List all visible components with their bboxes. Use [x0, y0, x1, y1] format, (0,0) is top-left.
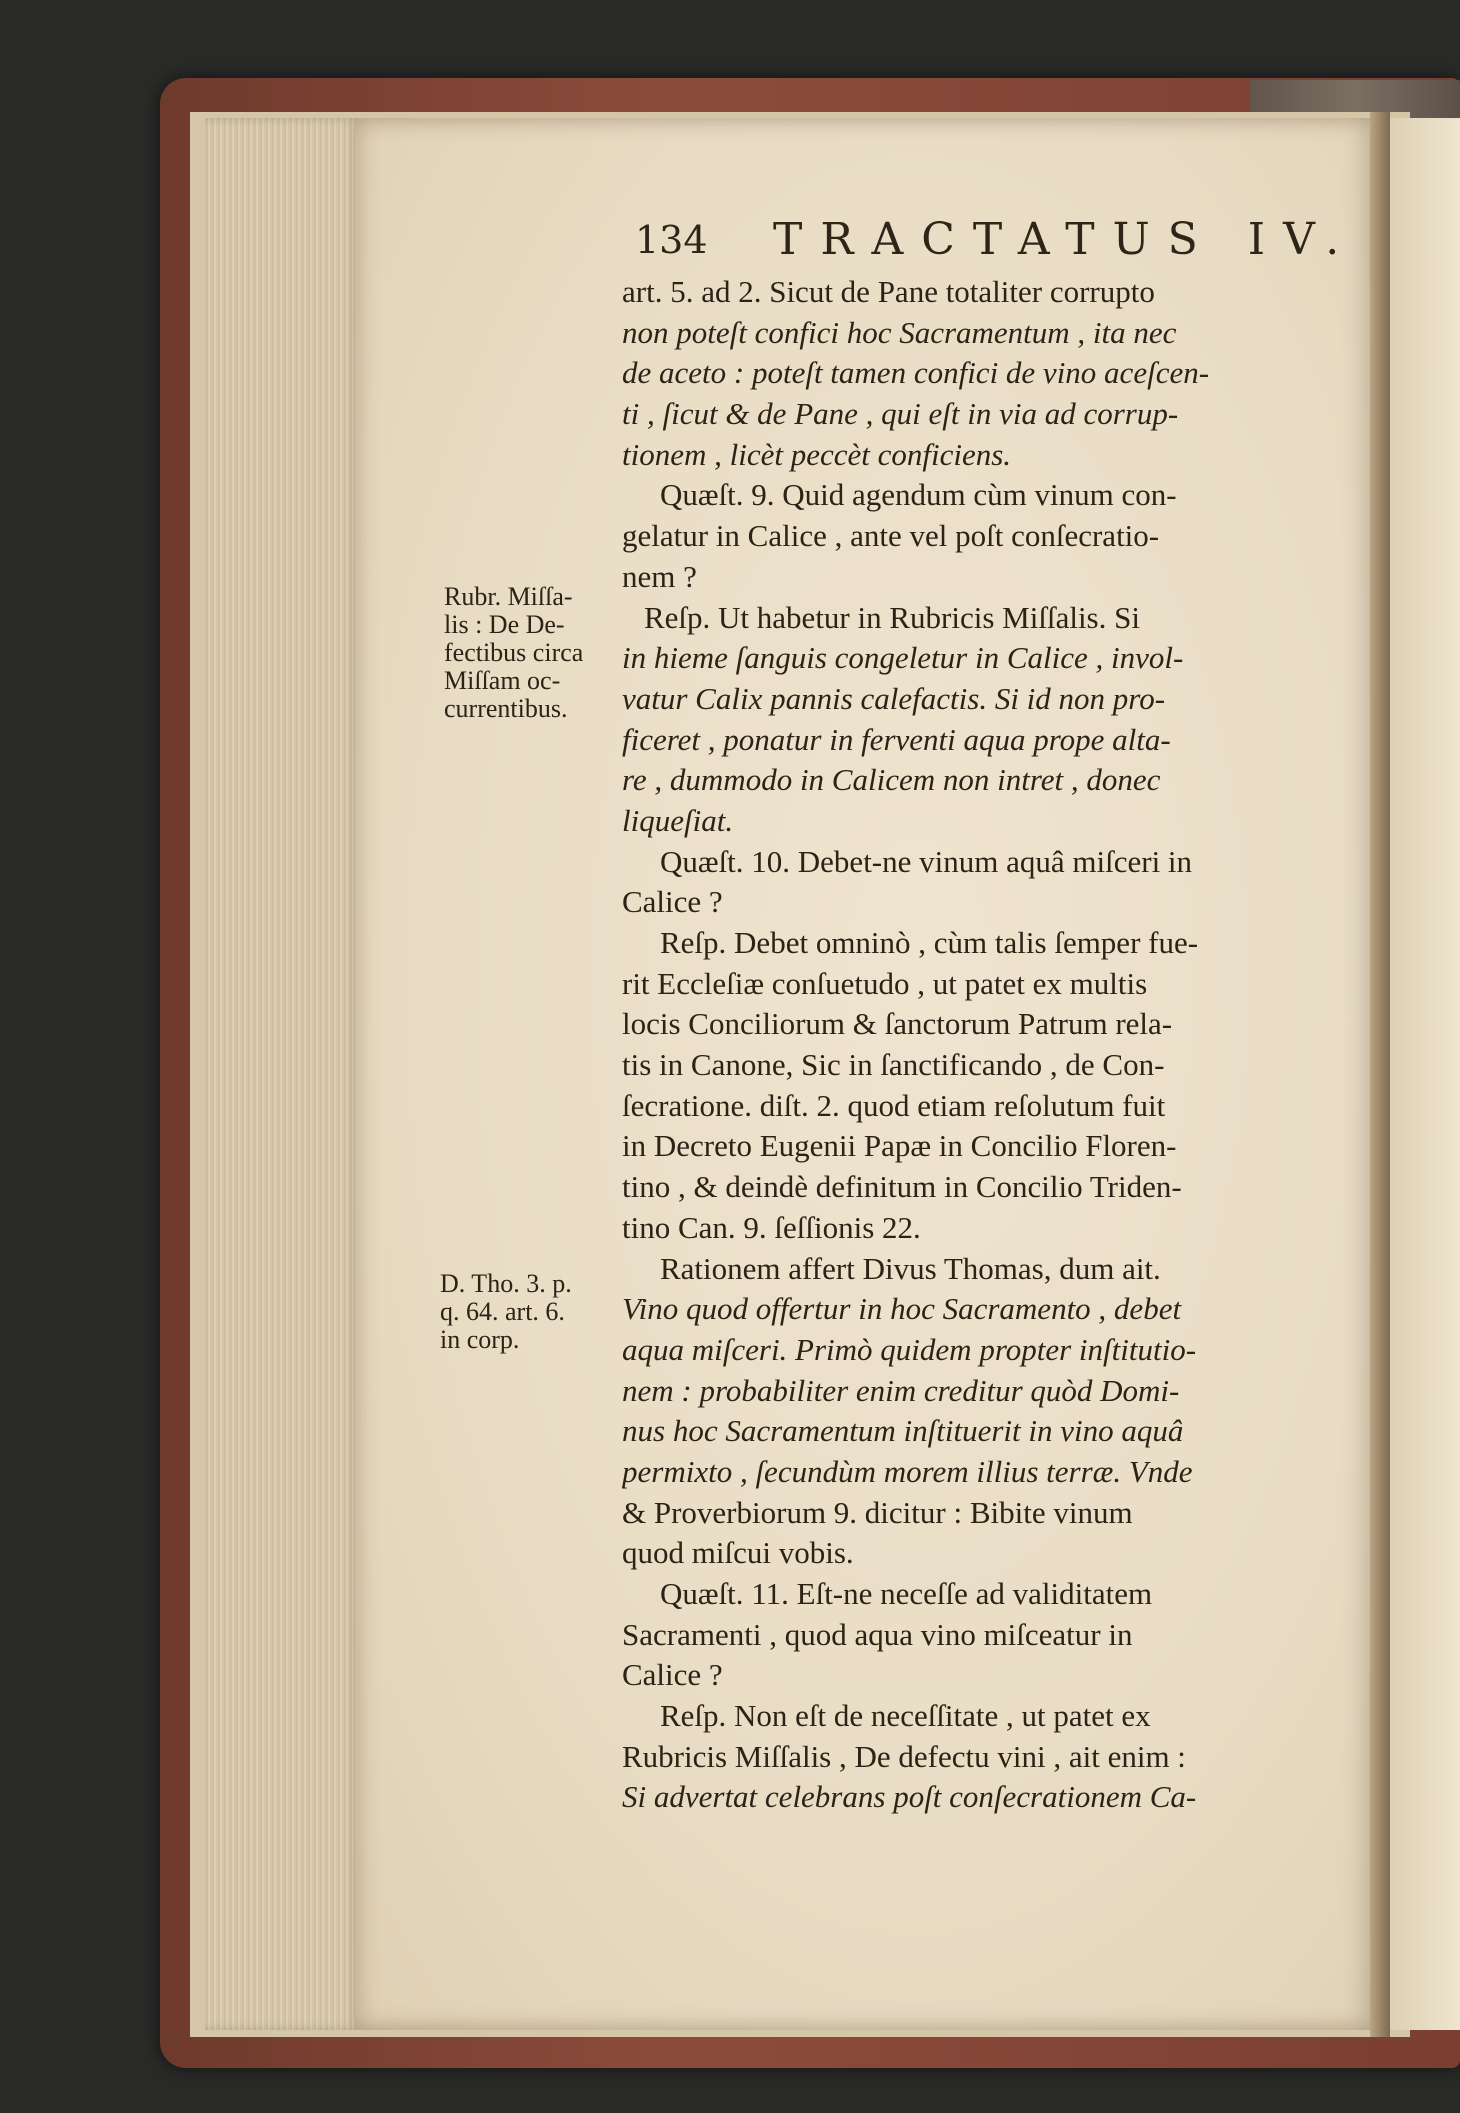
text-line: Quæſt. 10. Debet-ne vinum aquâ miſceri in [660, 843, 1193, 879]
text-line: rit Eccleſiæ conſuetudo , ut patet ex multis [622, 965, 1148, 1001]
running-title: TRACTATUS IV. [773, 214, 1358, 265]
text-line: gelatur in Calice , ante vel poſt conſecratio- [622, 518, 1160, 554]
text-line: ficeret , ponatur in ferventi aqua prope alta- [622, 721, 1171, 757]
text-line: Si advertat celebrans poſt conſecrationem Ca- [622, 1779, 1197, 1815]
page-number: 134 [635, 218, 708, 262]
text-line: tino Can. 9. ſeſſionis 22. [622, 1209, 921, 1245]
text-line: in Decreto Eugenii Papæ in Concilio Floren- [622, 1128, 1177, 1164]
text-line: art. 5. ad 2. Sicut de Pane totaliter corrupto [622, 274, 1155, 309]
text-line: re , dummodo in Calicem non intret , donec [622, 762, 1161, 798]
page-header [635, 212, 1358, 272]
text-line: Rubricis Miſſalis , De defectu vini , ait enim : [622, 1738, 1186, 1774]
text-line: nus hoc Sacramentum inſtituerit in vino aquâ [622, 1413, 1184, 1449]
margin-note-line: in corp. [440, 1325, 520, 1354]
text-line: Quæſt. 9. Quid agendum cùm vinum con- [660, 477, 1177, 513]
text-line: non poteſt confici hoc Sacramentum , ita nec [622, 314, 1177, 350]
text-line: Reſp. Non eſt de neceſſitate , ut patet ex [660, 1698, 1151, 1734]
main-text [622, 272, 1302, 1818]
margin-note-line: Miſſam oc- [444, 666, 561, 695]
text-line: Quæſt. 11. Eſt-ne neceſſe ad validitatem [660, 1576, 1153, 1611]
text-line: Sacramenti , quod aqua vino miſceatur in [622, 1616, 1133, 1652]
page-edges [205, 118, 360, 2030]
gutter [1370, 112, 1390, 2037]
text-line: Calice ? [622, 1657, 723, 1693]
text-line: in hieme ſanguis congeletur in Calice , invol- [622, 640, 1184, 676]
text-line: ſecratione. diſt. 2. quod etiam reſolutum fuit [622, 1087, 1166, 1123]
text-line: & Proverbiorum 9. dicitur : Bibite vinum [622, 1494, 1133, 1530]
text-line: locis Conciliorum & ſanctorum Patrum rela- [622, 1006, 1173, 1042]
margin-note-line: q. 64. art. 6. [440, 1297, 565, 1326]
margin-note-line: Rubr. Miſſa- [444, 582, 573, 611]
text-line: nem ? [622, 558, 697, 594]
text-line: Reſp. Debet omninò , cùm talis ſemper fue- [660, 925, 1199, 960]
text-line: Reſp. Ut habetur in Rubricis Miſſalis. Si [644, 599, 1140, 635]
text-line: liqueſiat. [622, 802, 734, 838]
text-line: Rationem affert Divus Thomas, dum ait. [660, 1250, 1161, 1286]
text-line: Calice ? [622, 884, 723, 920]
margin-note-line: D. Tho. 3. p. [440, 1269, 572, 1298]
margin-note-line: lis : De De- [444, 610, 565, 639]
text-line: ti , ſicut & de Pane , qui eſt in via ad corrup- [622, 396, 1179, 432]
text-line: Vino quod offertur in hoc Sacramento , debet [622, 1291, 1182, 1327]
text-line: permixto , ſecundùm morem illius terræ. Vnde [622, 1453, 1193, 1489]
margin-note-rubrics [444, 583, 624, 723]
text-line: tis in Canone, Sic in ſanctificando , de Con- [622, 1047, 1165, 1083]
text-line: nem : probabiliter enim creditur quòd Domi- [622, 1372, 1180, 1408]
margin-note-line: currentibus. [444, 694, 568, 723]
text-line: tino , & deindè definitum in Concilio Triden- [622, 1169, 1182, 1205]
facing-page-edge [1390, 118, 1460, 2030]
text-line: aqua miſceri. Primò quidem propter inſtitutio- [622, 1331, 1197, 1367]
margin-note-thomas [440, 1270, 620, 1354]
text-line: tionem , licèt peccèt conficiens. [622, 436, 1012, 472]
text-line: de aceto : poteſt tamen confici de vino aceſcen- [622, 355, 1210, 391]
text-line: vatur Calix pannis calefactis. Si id non pro- [622, 680, 1166, 716]
text-line: quod miſcui vobis. [622, 1535, 854, 1571]
margin-note-line: fectibus circa [444, 638, 584, 667]
